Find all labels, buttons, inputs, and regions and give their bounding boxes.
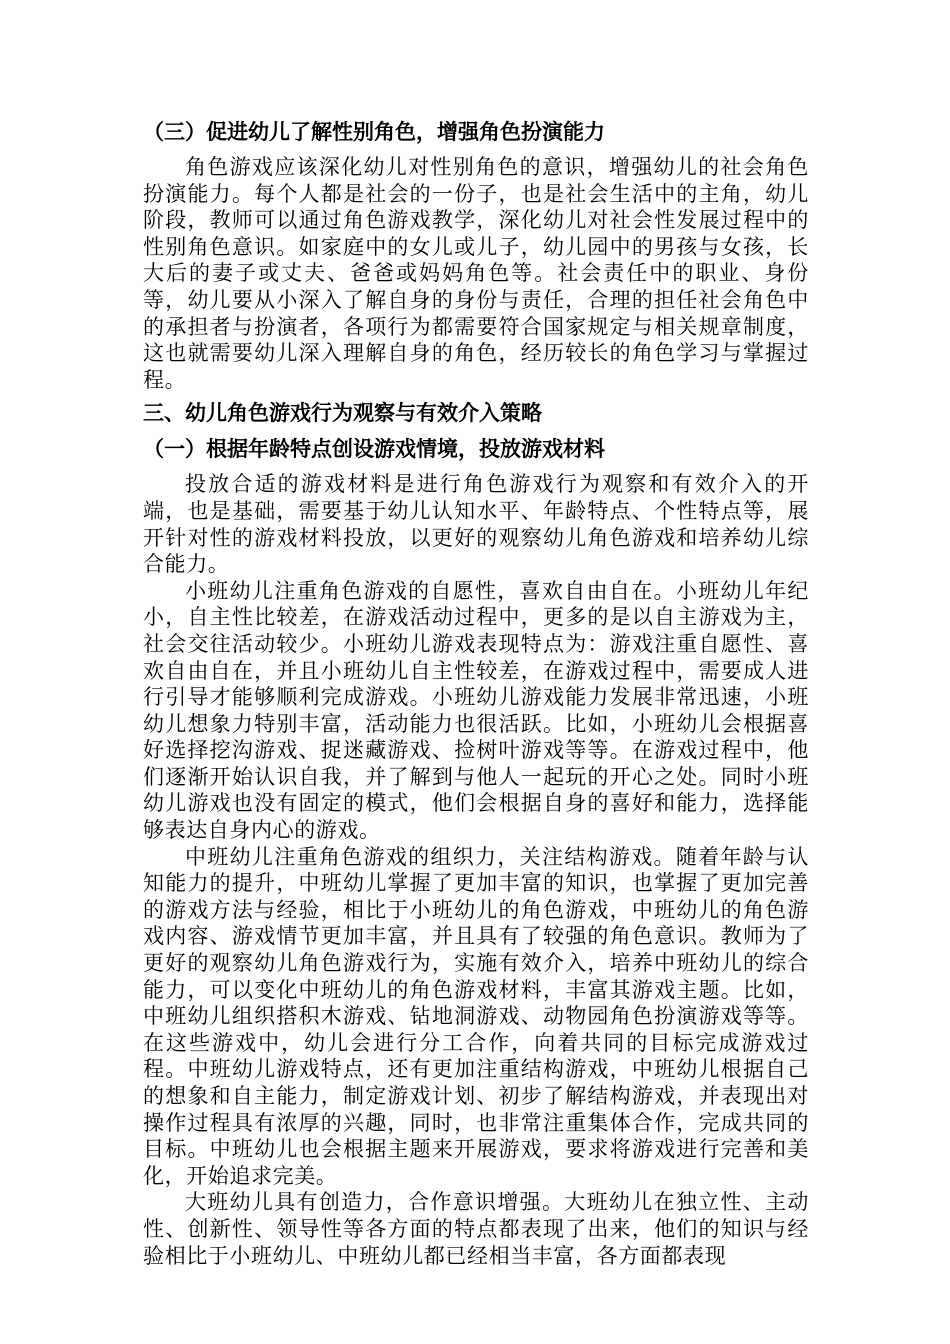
- spacer: [143, 427, 809, 435]
- section-heading-1: （一）根据年龄特点创设游戏情境，投放游戏材料: [143, 437, 605, 462]
- chapter-heading-3: 三、幼儿角色游戏行为观察与有效介入策略: [143, 401, 542, 426]
- section-heading-3: （三）促进幼儿了解性别角色，增强角色扮演能力: [143, 120, 605, 144]
- paragraph-large-class: 大班幼儿具有创造力，合作意识增强。大班幼儿在独立性、主动性、创新性、领导性等各方面的特点都表现了出来，他们的知识与经验相比于小班幼儿、中班幼儿都已经相当丰富，各方面都表现: [143, 1190, 809, 1268]
- document-page: [143, 118, 809, 1269]
- paragraph-small-class: 小班幼儿注重角色游戏的自愿性，喜欢自由自在。小班幼儿年纪小，自主性比较差，在游戏活动过程中，更多的是以自主游戏为主，社会交往活动较少。小班幼儿游戏表现特点为：游戏注重自愿性、喜欢自由自在，并且小班幼儿自主性较差，在游戏过程中，需要成人进行引导才能够顺利完成游戏。小班幼儿游戏能力发展非常迅速，小班幼儿想象力特别丰富，活动能力也很活跃。比如，小班幼儿会根据喜好选择挖沟游戏、捉迷藏游戏、捡树叶游戏等等。在游戏过程中，他们逐渐开始认识自我，并了解到与他人一起玩的开心之处。同时小班幼儿游戏也没有固定的模式，他们会根据自身的喜好和能力，选择能够表达自身内心的游戏。: [143, 578, 809, 843]
- paragraph-middle-class: 中班幼儿注重角色游戏的组织力，关注结构游戏。随着年龄与认知能力的提升，中班幼儿掌握了更加丰富的知识，也掌握了更加完善的游戏方法与经验，相比于小班幼儿的角色游戏，中班幼儿的角色游戏内容、游戏情节更加丰富，并且具有了较强的角色意识。教师为了更好的观察幼儿角色游戏行为，实施有效介入，培养中班幼儿的综合能力，可以变化中班幼儿的角色游戏材料，丰富其游戏主题。比如，中班幼儿组织搭积木游戏、钻地洞游戏、动物园角色扮演游戏等等。在这些游戏中，幼儿会进行分工合作，向着共同的目标完成游戏过程。中班幼儿游戏特点，还有更加注重结构游戏，中班幼儿根据自己的想象和自主能力，制定游戏计划、初步了解结构游戏，并表现出对操作过程具有浓厚的兴趣，同时，也非常注重集体合作，完成共同的目标。中班幼儿也会根据主题来开展游戏，要求将游戏进行完善和美化，开始追求完美。: [143, 844, 809, 1188]
- spacer: [143, 463, 809, 471]
- paragraph-gender-roles: 角色游戏应该深化幼儿对性别角色的意识，增强幼儿的社会角色扮演能力。每个人都是社会的一份子，也是社会生活中的主角，幼儿阶段，教师可以通过角色游戏教学，深化幼儿对社会性发展过程中的性别角色意识。如家庭中的女儿或儿子，幼儿园中的男孩与女孩，长大后的妻子或丈夫、爸爸或妈妈角色等。社会责任中的职业、身份等，幼儿要从小深入了解自身的身份与责任，合理的担任社会角色中的承担者与扮演者，各项行为都需要符合国家规定与相关规章制度，这也就需要幼儿深入理解自身的角色，经历较长的角色学习与掌握过程。: [143, 155, 809, 392]
- paragraph-materials: 投放合适的游戏材料是进行角色游戏行为观察和有效介入的开端，也是基础，需要基于幼儿认知水平、年龄特点、个性特点等，展开针对性的游戏材料投放，以更好的观察幼儿角色游戏和培养幼儿综合能力。: [143, 472, 809, 577]
- spacer: [143, 146, 809, 154]
